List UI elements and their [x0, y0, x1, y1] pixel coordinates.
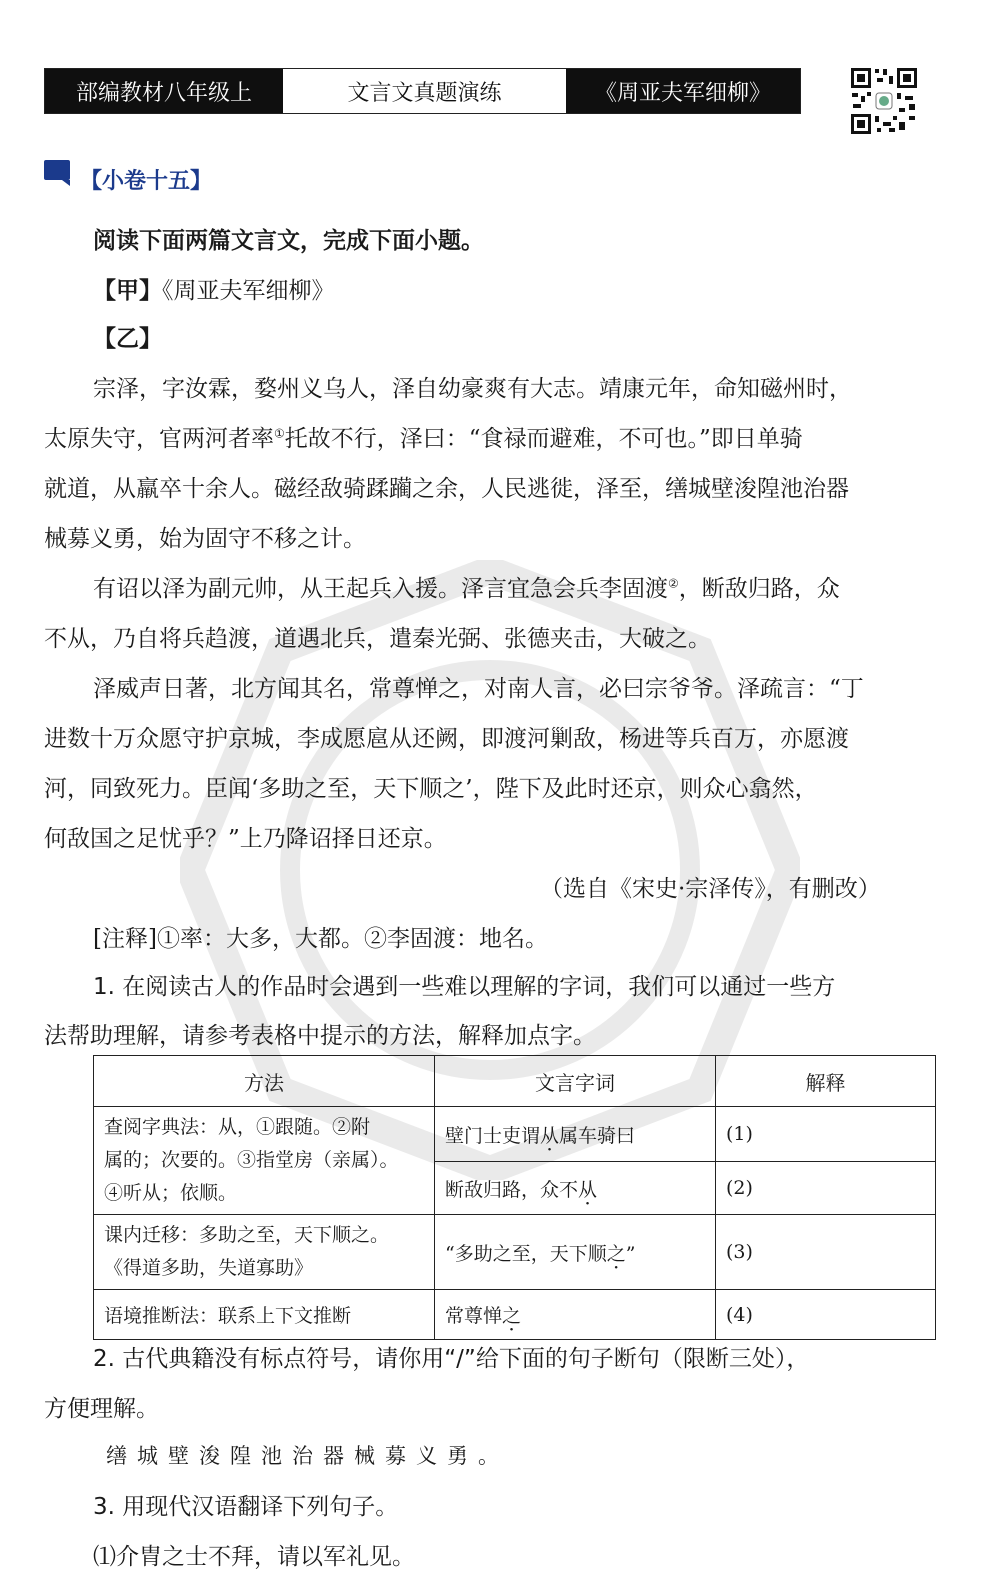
- word-2: 断敌归路，众不从: [435, 1162, 716, 1215]
- answer-4[interactable]: (4): [716, 1290, 936, 1340]
- section-flag-icon: [44, 158, 74, 186]
- jia-label: 【甲】: [93, 278, 162, 304]
- section-title: 【小卷十五】: [80, 169, 213, 194]
- passage-source: （选自《宋史·宗泽传》，有删改）: [540, 876, 881, 902]
- q3-item-1: ⑴介胄之士不拜，请以军礼见。: [93, 1544, 415, 1570]
- q2-line1: 2. 古代典籍没有标点符号，请你用“/”给下面的句子断句（限断三处），: [93, 1346, 810, 1372]
- answer-2[interactable]: (2): [716, 1162, 936, 1215]
- qr-code-icon: [849, 66, 919, 136]
- passage-p2-line2: 不从，乃自将兵趋渡，道遇北兵，遣秦光弼、张德夹击，大破之。: [44, 626, 711, 652]
- passage-p3-line2: 进数十万众愿守护京城，李成愿扈从还阙，即渡河剿敌，杨进等兵百万，亦愿渡: [44, 726, 849, 752]
- answer-1[interactable]: (1): [716, 1107, 936, 1162]
- q1-line1: 1. 在阅读古人的作品时会遇到一些难以理解的字词，我们可以通过一些方: [93, 974, 836, 1000]
- q2-line2: 方便理解。: [44, 1396, 159, 1422]
- table-row: [94, 1107, 936, 1162]
- header-topic: 文言文真题演练: [283, 69, 566, 113]
- q1-line2: 法帮助理解，请参考表格中提示的方法，解释加点字。: [44, 1023, 596, 1049]
- passage-p1-line2: 太原失守，官两河者率①托故不行，泽曰：“食禄而避难，不可也。”即日单骑: [44, 426, 803, 452]
- method-dictionary: 查阅字典法：从，①跟随。②附 属的；次要的。③指堂房（亲属）。 ④听从；依顺。: [94, 1107, 435, 1215]
- word-1: 壁门士吏谓从属车骑曰: [435, 1107, 716, 1162]
- passage-p3-line3: 河，同致死力。臣闻‘多助之至，天下顺之’，陛下及此时还京，则众心翕然，: [44, 776, 818, 802]
- table-header-word: 文言字词: [435, 1056, 716, 1107]
- answer-3[interactable]: (3): [716, 1215, 936, 1290]
- note-marker-2: ②: [668, 576, 679, 591]
- header-lesson: 《周亚夫军细柳》: [566, 69, 800, 113]
- passage-p3-line1: 泽威声日著，北方闻其名，常尊惮之，对南人言，必曰宗爷爷。泽疏言：“丁: [93, 676, 864, 702]
- method-table: [93, 1055, 936, 1340]
- notes: [注释]①率：大多，大都。②李固渡：地名。: [93, 926, 548, 952]
- q3-title: 3. 用现代汉语翻译下列句子。: [93, 1494, 399, 1520]
- passage-p2-line1: 有诏以泽为副元帅，从王起兵入援。泽言宜急会兵李固渡②，断敌归路，众: [93, 576, 840, 602]
- table-header-method: 方法: [94, 1056, 435, 1107]
- table-header-explain: 解释: [716, 1056, 936, 1107]
- table-header-row: [94, 1056, 936, 1107]
- table-row: [94, 1215, 936, 1290]
- table-row: [94, 1290, 936, 1340]
- passage-p1-line1: 宗泽，字汝霖，婺州义乌人，泽自幼豪爽有大志。靖康元年，命知磁州时，: [93, 376, 852, 402]
- word-3: “多助之至，天下顺之”: [435, 1215, 716, 1290]
- jia-title: 《周亚夫军细柳》: [162, 278, 335, 304]
- header-grade: 部编教材八年级上: [45, 69, 283, 113]
- word-4: 常尊惮之: [435, 1290, 716, 1340]
- header-bar: [44, 68, 801, 114]
- yi-label: 【乙】: [93, 326, 162, 352]
- passage-p1-line4: 械募义勇，始为固守不移之计。: [44, 526, 366, 552]
- method-context: 语境推断法：联系上下文推断: [94, 1290, 435, 1340]
- method-transfer: 课内迁移：多助之至，天下顺之。 《得道多助，失道寡助》: [94, 1215, 435, 1290]
- q2-sentence: 缮城壁浚隍池治器械募义勇。: [106, 1444, 509, 1468]
- passage-p1-line3: 就道，从羸卒十余人。磁经敌骑蹂躏之余，人民逃徙，泽至，缮城壁浚隍池治器: [44, 476, 849, 502]
- passage-p3-line4: 何敌国之足忧乎？”上乃降诏择日还京。: [44, 826, 447, 852]
- instruction: 阅读下面两篇文言文，完成下面小题。: [93, 228, 484, 254]
- label-jia: [93, 272, 335, 305]
- note-marker-1: ①: [274, 426, 285, 441]
